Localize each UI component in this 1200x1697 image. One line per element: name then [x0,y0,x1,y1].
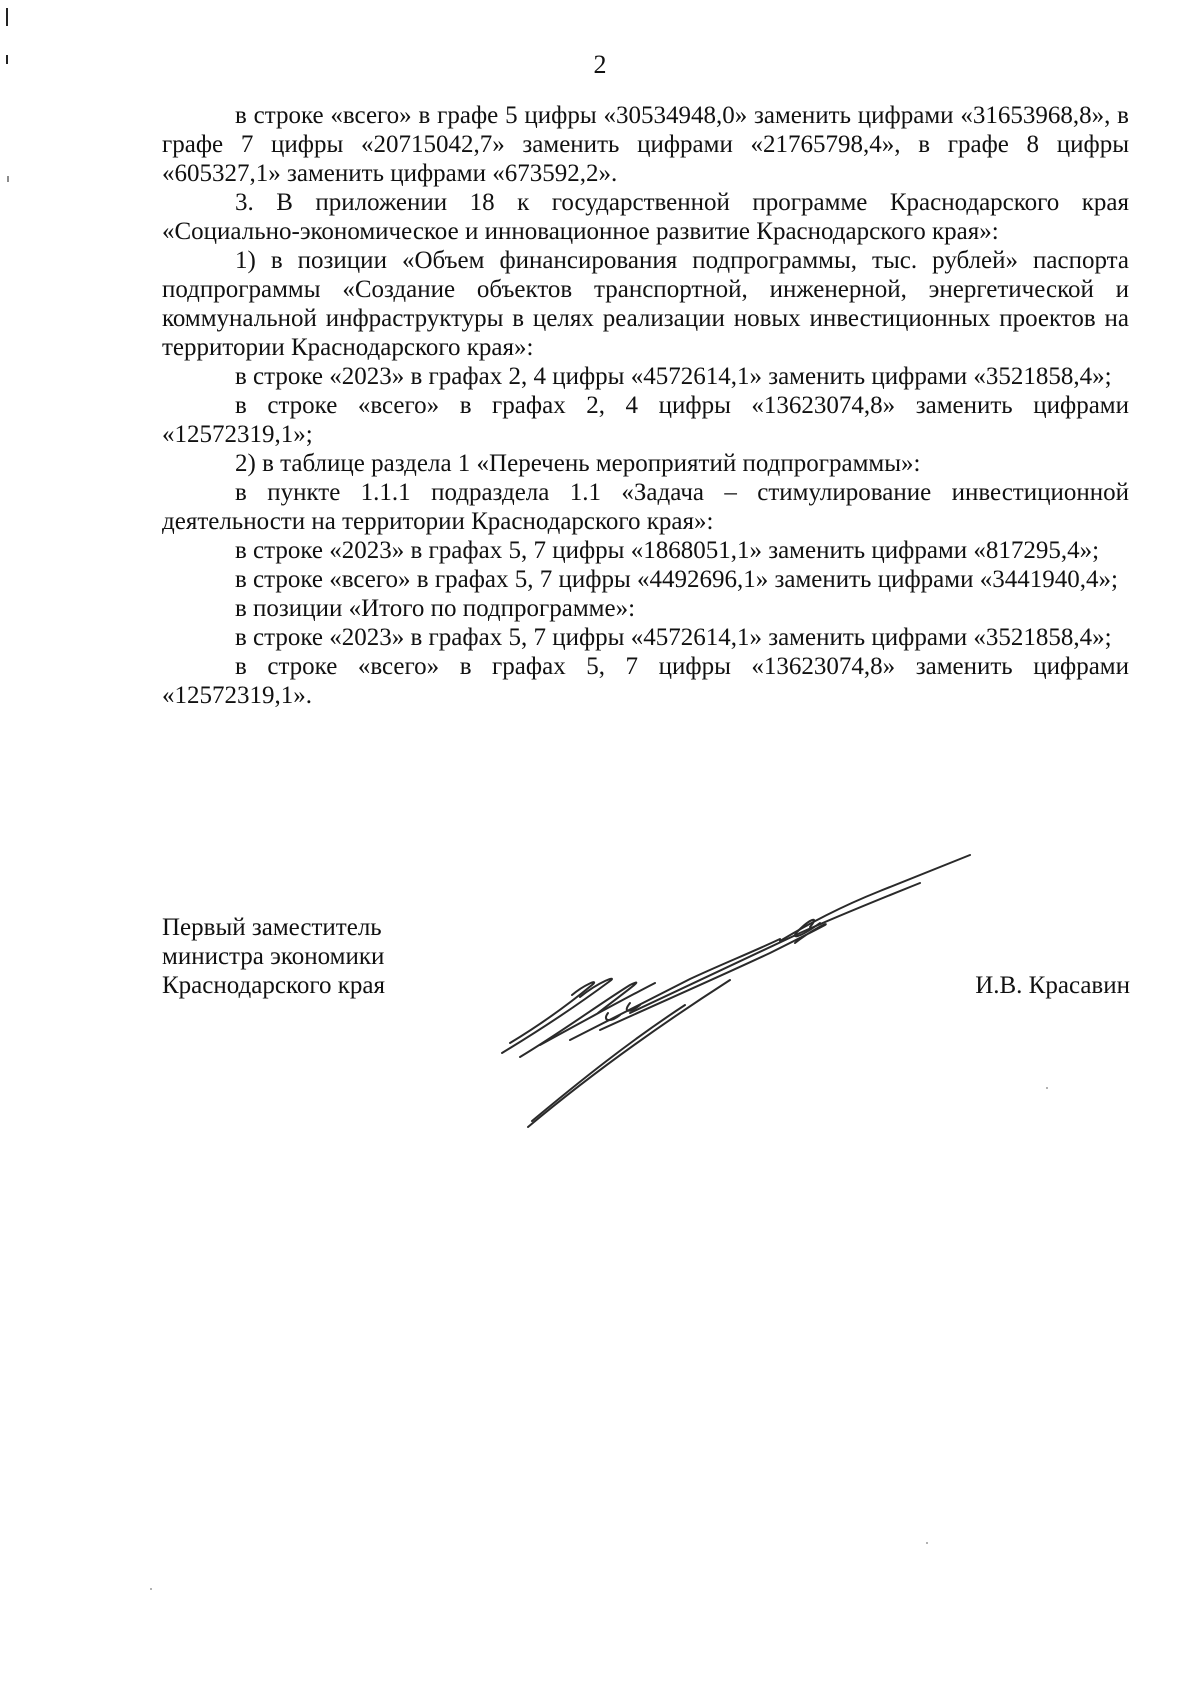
scan-margin-marks [0,0,30,200]
signatory-title-line: министра экономики [162,943,385,970]
signatory-name: И.В. Красавин [975,972,1130,999]
paragraph: 2) в таблице раздела 1 «Перечень мероприятий подпрограммы»: [235,450,921,477]
signatory-title-line: Краснодарского края [162,972,385,999]
handwritten-signature [480,835,1000,1135]
paragraph: в строке «всего» в графах 5, 7 цифры «4492696,1» заменить цифрами «3441940,4»; [235,566,1118,593]
signatory-title [162,913,385,1000]
scan-speck [150,1588,152,1590]
paragraph: в строке «всего» в графах 5, 7 цифры «13623074,8» заменить цифрами «12572319,1». [162,653,1129,709]
scan-speck [1046,1087,1048,1089]
scan-speck [926,1542,928,1544]
paragraph: 3. В приложении 18 к государственной программе Краснодарского края «Социально-экономическое и инновационное развитие Краснодарского края»: [162,189,1129,245]
paragraph: в пункте 1.1.1 подраздела 1.1 «Задача – стимулирование инвестиционной деятельности на территории Краснодарского края»: [162,479,1129,535]
paragraph: 1) в позиции «Объем финансирования подпрограммы, тыс. рублей» паспорта подпрограммы «Создание объектов транспортной, инженерной, энергетической и коммунальной инфраструктуры в целях реализации новых инвестиционных проектов на территории Краснодарского края»: [162,247,1129,361]
paragraph: в строке «2023» в графах 2, 4 цифры «4572614,1» заменить цифрами «3521858,4»; [235,363,1112,390]
paragraph: в строке «2023» в графах 5, 7 цифры «1868051,1» заменить цифрами «817295,4»; [235,537,1100,564]
page-number: 2 [593,50,607,79]
signatory-title-line: Первый заместитель [162,914,382,941]
document-body [162,101,1129,710]
paragraph: в строке «всего» в графе 5 цифры «30534948,0» заменить цифрами «31653968,8», в графе 7 цифры «20715042,7» заменить цифрами «21765798,4», в графе 8 цифры «605327,1» заменить цифрами «673592,2». [162,102,1129,187]
paragraph: в позиции «Итого по подпрограмме»: [235,595,636,622]
paragraph: в строке «всего» в графах 2, 4 цифры «13623074,8» заменить цифрами «12572319,1»; [162,392,1129,448]
paragraph: в строке «2023» в графах 5, 7 цифры «4572614,1» заменить цифрами «3521858,4»; [235,624,1112,651]
